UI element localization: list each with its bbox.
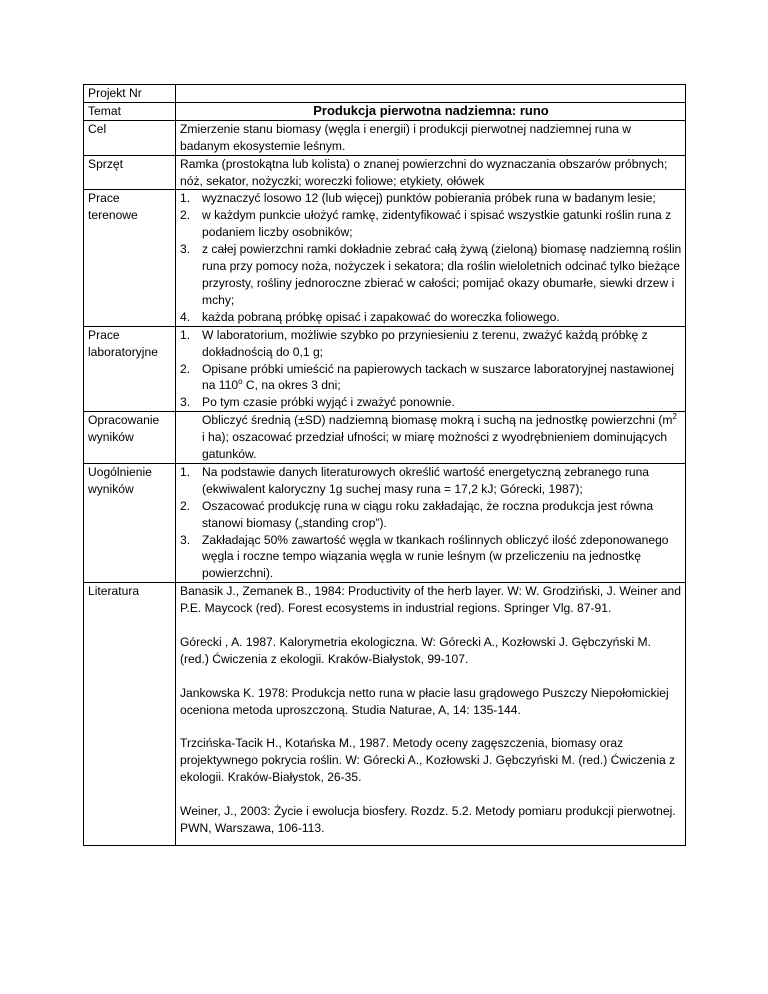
- analysis-text: Obliczyć średnią (±SD) nadziemną biomasę mokrą i suchą na jednostkę powierzchni ($m^2$ i ha); oszacować przedział ufności; w miarę możności z wyodrębnieniem dominujących gatunków.: [202, 412, 677, 462]
- lab-steps-list: [180, 327, 682, 412]
- reference-item: Weiner, J., 2003: Życie i ewolucja biosfery. Rozdz. 5.2. Metody pomiaru produkcji pierwotnej. PWN, Warszawa, 106-113.: [180, 804, 676, 835]
- generalization-list: [180, 464, 682, 582]
- label-line-1: Opracowanie: [88, 413, 160, 428]
- list-item: 2. Opisane próbki umieścić na papierowych tackach w suszarce laboratoryjnej nastawionej na 110$^o$ C, na okres 3 dni;: [180, 361, 674, 393]
- protocol-table: [83, 84, 686, 846]
- reference-item: Górecki , A. 1987. Kalorymetria ekologiczna. W: Górecki A., Kozłowski J. Gębczyński M. (red.) Ćwiczenia z ekologii. Kraków-Białystok, 99-107.: [180, 634, 651, 666]
- row-projekt: [84, 85, 686, 103]
- row-prace-terenowe: [84, 190, 686, 326]
- value-literatura: [176, 583, 686, 846]
- row-literatura: [84, 583, 686, 846]
- field-steps-list: [180, 190, 682, 325]
- label-prace-terenowe: [84, 190, 176, 326]
- row-sprzet: [84, 155, 686, 190]
- list-item: 1. W laboratorium, możliwie szybko po przyniesieniu z terenu, zważyć każdą próbkę z dokładnością do 0,1 g;: [180, 327, 648, 359]
- list-item: 1. Na podstawie danych literaturowych określić wartość energetyczną zebranego runa (ekwiwalent kaloryczny 1g suchej masy runa = 17,2 kJ; Górecki, 1987);: [180, 464, 650, 496]
- reference-item: Jankowska K. 1978: Produkcja netto runa w płacie lasu grądowego Puszczy Niepołomickiej oceniona metoda uproszczoną. Studia Naturae, A, 14: 135-144.: [180, 685, 669, 717]
- page-title: Produkcja pierwotna nadziemna: runo: [176, 102, 686, 120]
- list-item: 2. Oszacować produkcję runa w ciągu roku zakładając, że roczna produkcja jest równa stanowi biomasy („standing crop”).: [180, 498, 654, 530]
- label-literatura: Literatura: [84, 583, 176, 846]
- value-prace-laboratoryjne: [176, 326, 686, 412]
- label-temat: Temat: [84, 102, 176, 120]
- label-line-2: laboratoryjne: [88, 344, 158, 359]
- row-cel: [84, 120, 686, 155]
- value-projekt: [176, 85, 686, 103]
- value-opracowanie: [176, 412, 686, 464]
- list-item: 1. wyznaczyć losowo 12 (lub więcej) punktów pobierania próbek runa w badanym lesie;: [180, 191, 656, 206]
- reference-item: Banasik J., Zemanek B., 1984: Productivity of the herb layer. W: W. Grodziński, J. Weiner and P.E. Maycock (red). Forest ecosystems in industrial regions. Springer Vlg. 87-91.: [180, 584, 681, 616]
- row-uogolnienie: [84, 463, 686, 582]
- label-projekt: Projekt Nr: [84, 85, 176, 103]
- label-line-2: wyników: [88, 430, 134, 445]
- list-item: 3. Zakładając 50% zawartość węgla w tkankach roślinnych obliczyć ilość zdeponowanego węgla i roczne tempo wiązania węgla w runie leśnym (w przeliczeniu na jednostkę powierzchni).: [180, 532, 669, 581]
- value-uogolnienie: [176, 463, 686, 582]
- value-prace-terenowe: [176, 190, 686, 326]
- list-item: 3. Po tym czasie próbki wyjąć i zważyć ponownie.: [180, 395, 455, 410]
- list-item: 2. w każdym punkcie ułożyć ramkę, zidentyfikować i spisać wszystkie gatunki roślin runa z podaniem liczby osobników;: [180, 208, 672, 240]
- row-temat: [84, 102, 686, 120]
- label-prace-laboratoryjne: [84, 326, 176, 412]
- label-line-1: Prace: [88, 327, 120, 342]
- label-sprzet: Sprzęt: [84, 155, 176, 190]
- label-cel: Cel: [84, 120, 176, 155]
- list-item: 3. z całej powierzchni ramki dokładnie zebrać całą żywą (zieloną) biomasę nadziemną roślin runa przy pomocy noża, nożyczek i sekatora; dla roślin wieloletnich odcinać tylko bieżące przyrosty, rośliny jednoroczne zbierać w całości; pomijać okazy obumarłe, siewki drzew i mchy;: [180, 242, 682, 307]
- row-opracowanie: [84, 412, 686, 464]
- label-line-1: Uogólnienie: [88, 464, 152, 479]
- label-line-2: terenowe: [88, 208, 138, 223]
- list-item: 4. każda pobraną próbkę opisać i zapakować do woreczka foliowego.: [180, 309, 560, 324]
- label-line-1: Prace: [88, 191, 120, 206]
- value-sprzet: Ramka (prostokątna lub kolista) o znanej powierzchni do wyznaczania obszarów próbnych; nóż, sekator, nożyczki; woreczki foliowe; etykiety, ołówek: [176, 155, 686, 190]
- label-opracowanie: [84, 412, 176, 464]
- value-cel: Zmierzenie stanu biomasy (węgla i energii) i produkcji pierwotnej nadziemnej runa w badanym ekosystemie leśnym.: [176, 120, 686, 155]
- reference-item: Trzcińska-Tacik H., Kotańska M., 1987. Metody oceny zagęszczenia, biomasy oraz projektywnego pokrycia roślin. W: Górecki A., Kozłowski J. Gębczyński M. (red.) Ćwiczenia z ekologii. Kraków-Białystok, 26-35.: [180, 736, 676, 785]
- label-line-2: wyników: [88, 481, 134, 496]
- row-prace-laboratoryjne: [84, 326, 686, 412]
- label-uogolnienie: [84, 463, 176, 582]
